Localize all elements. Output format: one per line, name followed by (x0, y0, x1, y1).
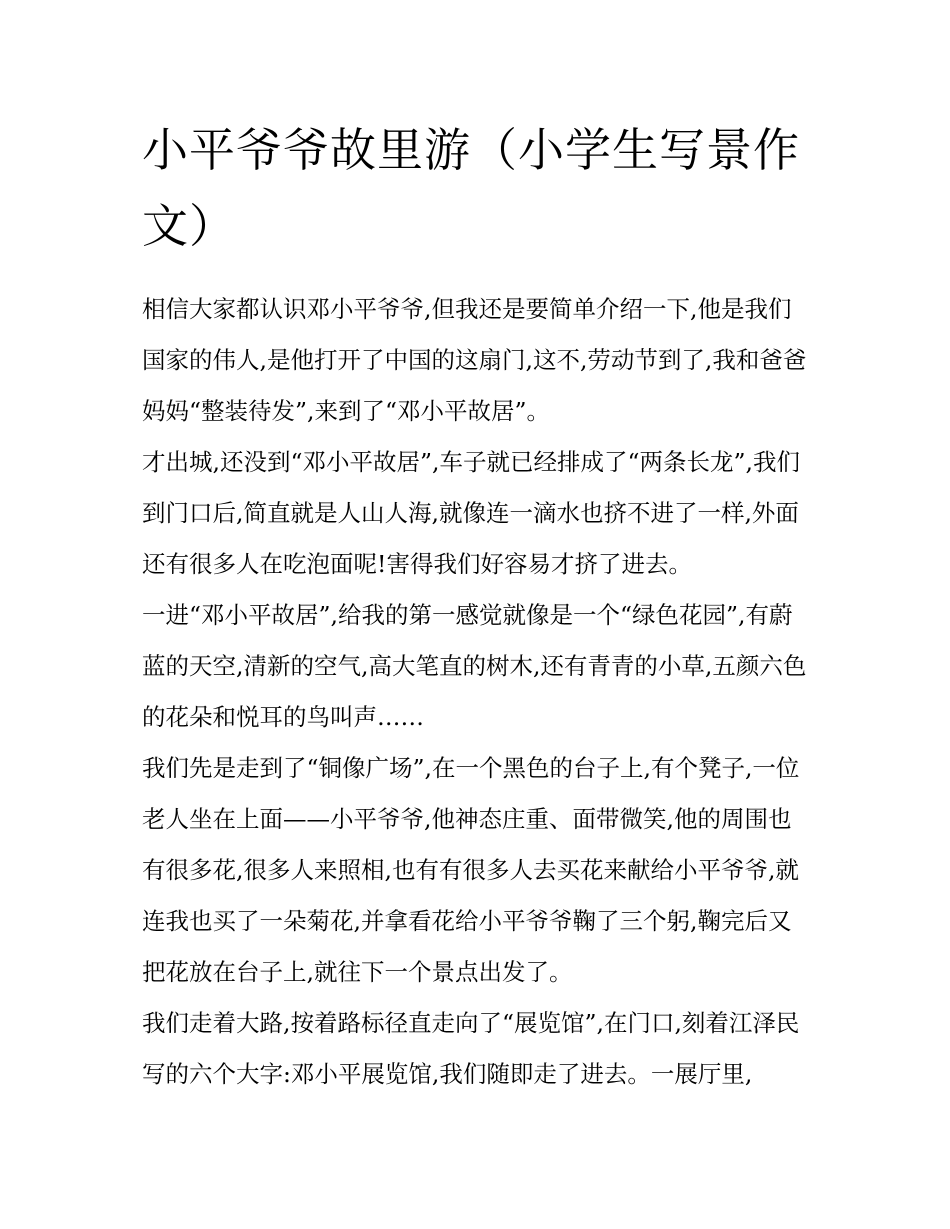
paragraph-5: 我们走着大路,按着路标径直走向了“展览馆”,在门口,刻着江泽民写的六个大字:邓小平展览馆,我们随即走了进去。一展厅里, (142, 1009, 800, 1088)
document-title: 小平爷爷故里游（小学生写景作文） (142, 123, 800, 253)
paragraph-1: 相信大家都认识邓小平爷爷,但我还是要简单介绍一下,他是我们国家的伟人,是他打开了中国的这扇门,这不,劳动节到了,我和爸爸妈妈“整装待发”,来到了“邓小平故居”。 (142, 295, 807, 425)
paragraph-3: 一进“邓小平故居”,给我的第一感觉就像是一个“绿色花园”,有蔚蓝的天空,清新的空气,高大笔直的树木,还有青青的小草,五颜六色的花朵和悦耳的鸟叫声…… (142, 601, 807, 731)
paragraph-4: 我们先是走到了“铜像广场”,在一个黑色的台子上,有个凳子,一位老人坐在上面——小平爷爷,他神态庄重、面带微笑,他的周围也有很多花,很多人来照相,也有有很多人去买花来献给小平爷爷,就连我也买了一朵菊花,并拿看花给小平爷爷鞠了三个躬,鞠完后又把花放在台子上,就往下一个景点出发了。 (142, 754, 800, 986)
paragraph-2: 才出城,还没到“邓小平故居”,车子就已经排成了“两条长龙”,我们到门口后,简直就是人山人海,就像连一滴水也挤不进了一样,外面还有很多人在吃泡面呢!害得我们好容易才挤了进去。 (142, 448, 800, 578)
document-body (142, 112, 810, 1100)
